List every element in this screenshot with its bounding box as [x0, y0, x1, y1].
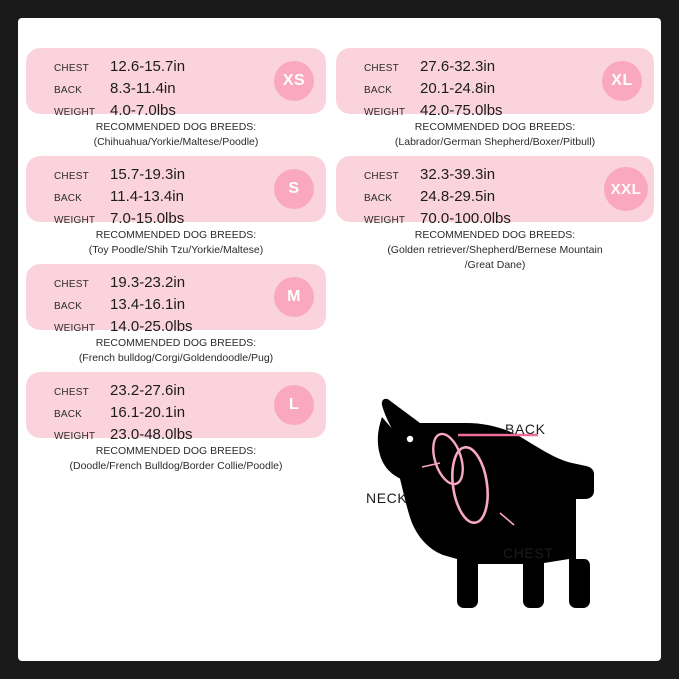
weight-value: 14.0-25.0lbs — [110, 318, 193, 335]
weight-value: 4.0-7.0lbs — [110, 102, 176, 119]
dog-measurement-diagram — [348, 373, 648, 643]
back-label: BACK — [54, 85, 83, 96]
size-badge-xs: XS — [274, 61, 314, 101]
size-badge-l: L — [274, 385, 314, 425]
chest-value: 15.7-19.3in — [110, 166, 186, 183]
chest-label: CHEST — [54, 387, 89, 398]
weight-label: WEIGHT — [364, 215, 406, 226]
breeds-xxl — [336, 228, 654, 273]
size-badge-m: M — [274, 277, 314, 317]
back-value: 11.4-13.4in — [110, 188, 184, 205]
chest-value: 19.3-23.2in — [110, 274, 186, 291]
back-label: BACK — [54, 193, 83, 204]
diagram-label-back: BACK — [505, 421, 546, 437]
chest-label: CHEST — [54, 279, 89, 290]
breeds-xl — [336, 120, 654, 150]
size-block-xxl — [336, 156, 654, 273]
chest-value: 12.6-15.7in — [110, 58, 186, 75]
size-card-m — [26, 264, 326, 335]
chest-label: CHEST — [364, 171, 399, 182]
row-weight — [54, 318, 326, 340]
size-block-s — [26, 156, 326, 258]
back-value: 8.3-11.4in — [110, 80, 176, 97]
breeds-list: (Chihuahua/Yorkie/Maltese/Poodle) — [93, 136, 259, 148]
breeds-list-line1: (Golden retriever/Shepherd/Bernese Mountain — [387, 244, 603, 256]
size-block-xl — [336, 48, 654, 150]
back-label: BACK — [54, 301, 83, 312]
size-block-l — [26, 372, 326, 474]
diagram-label-chest: CHEST — [503, 545, 554, 561]
weight-value: 70.0-100.0lbs — [420, 210, 511, 227]
size-chart-page — [18, 18, 661, 661]
size-badge-xxl: XXL — [604, 167, 648, 211]
chest-value: 32.3-39.3in — [420, 166, 496, 183]
breeds-list: (French bulldog/Corgi/Goldendoodle/Pug) — [78, 352, 274, 364]
back-label: BACK — [364, 193, 393, 204]
breeds-title: RECOMMENDED DOG BREEDS: — [95, 121, 257, 133]
size-block-m — [26, 264, 326, 366]
weight-value: 42.0-75.0lbs — [420, 102, 503, 119]
size-badge-s: S — [274, 169, 314, 209]
breeds-xs — [26, 120, 326, 150]
weight-label: WEIGHT — [54, 107, 96, 118]
breeds-s — [26, 228, 326, 258]
back-label: BACK — [364, 85, 393, 96]
size-card-xs — [26, 48, 326, 119]
breeds-list: (Toy Poodle/Shih Tzu/Yorkie/Maltese) — [88, 244, 264, 256]
left-column — [26, 48, 326, 480]
right-column — [336, 48, 654, 279]
back-value: 24.8-29.5in — [420, 188, 496, 205]
chest-value: 27.6-32.3in — [420, 58, 496, 75]
chest-label: CHEST — [54, 171, 89, 182]
size-columns — [18, 18, 661, 661]
row-weight — [54, 102, 326, 124]
row-weight — [54, 426, 326, 448]
row-weight — [364, 210, 654, 232]
weight-label: WEIGHT — [364, 107, 406, 118]
back-value: 13.4-16.1in — [110, 296, 186, 313]
breeds-title: RECOMMENDED DOG BREEDS: — [95, 229, 257, 241]
breeds-title: RECOMMENDED DOG BREEDS: — [414, 229, 576, 241]
size-block-xs — [26, 48, 326, 150]
weight-label: WEIGHT — [54, 431, 96, 442]
back-value: 16.1-20.1in — [110, 404, 186, 421]
breeds-list: (Labrador/German Shepherd/Boxer/Pitbull) — [394, 136, 596, 148]
diagram-label-neck: NECK — [366, 490, 408, 506]
size-card-xl — [336, 48, 654, 119]
size-card-s — [26, 156, 326, 227]
back-value: 20.1-24.8in — [420, 80, 496, 97]
breeds-title: RECOMMENDED DOG BREEDS: — [95, 337, 257, 349]
weight-label: WEIGHT — [54, 323, 96, 334]
chest-value: 23.2-27.6in — [110, 382, 186, 399]
size-card-l — [26, 372, 326, 443]
row-weight — [54, 210, 326, 232]
chest-label: CHEST — [54, 63, 89, 74]
breeds-title: RECOMMENDED DOG BREEDS: — [414, 121, 576, 133]
dog-silhouette-icon — [348, 373, 648, 643]
breeds-list: (Doodle/French Bulldog/Border Collie/Poodle) — [69, 460, 283, 472]
chest-label: CHEST — [364, 63, 399, 74]
breeds-l — [26, 444, 326, 474]
weight-label: WEIGHT — [54, 215, 96, 226]
weight-value: 23.0-48.0lbs — [110, 426, 193, 443]
back-label: BACK — [54, 409, 83, 420]
weight-value: 7.0-15.0lbs — [110, 210, 185, 227]
breeds-title: RECOMMENDED DOG BREEDS: — [95, 445, 257, 457]
size-badge-xl: XL — [602, 61, 642, 101]
size-card-xxl — [336, 156, 654, 227]
breeds-m — [26, 336, 326, 366]
breeds-list-line2: /Great Dane) — [464, 259, 526, 271]
row-weight — [364, 102, 654, 124]
